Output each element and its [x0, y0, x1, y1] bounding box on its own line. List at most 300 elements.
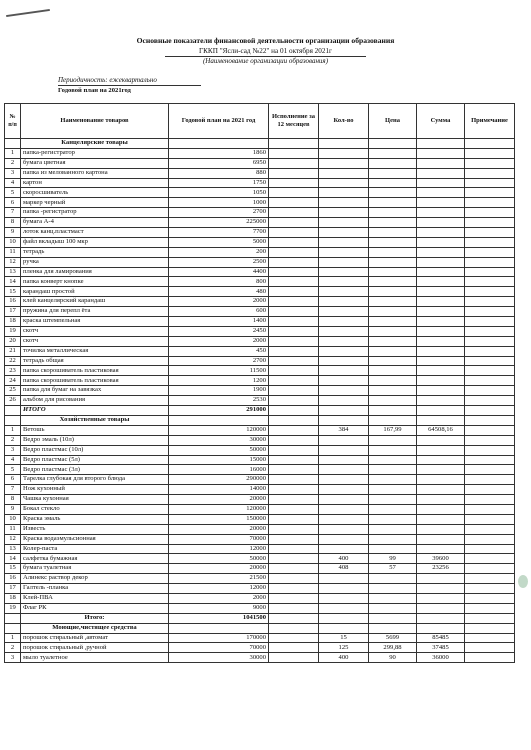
- execution-cell: [269, 366, 319, 376]
- quantity-value: [319, 593, 369, 603]
- note-cell: [465, 198, 515, 208]
- section-row: [5, 415, 515, 425]
- execution-cell: [269, 356, 319, 366]
- price-value: [369, 603, 417, 613]
- table-row: [5, 643, 515, 653]
- item-name: Клей-ПВА: [21, 593, 169, 603]
- annual-plan-caption: Годовой план на 2021год: [58, 87, 131, 94]
- table-row: [5, 277, 515, 287]
- annual-plan-value: 225000: [169, 218, 269, 228]
- item-name: бумага цветная: [21, 158, 169, 168]
- sum-value: [417, 356, 465, 366]
- sum-value: [417, 208, 465, 218]
- sum-value: [417, 366, 465, 376]
- annual-plan-value: 2000: [169, 336, 269, 346]
- quantity-value: [319, 297, 369, 307]
- note-cell: [465, 534, 515, 544]
- table-row: [5, 208, 515, 218]
- row-number: 5: [5, 188, 21, 198]
- item-name: папка-регистратор: [21, 148, 169, 158]
- item-name: Ветошь: [21, 425, 169, 435]
- price-value: [369, 366, 417, 376]
- table-row: [5, 653, 515, 663]
- quantity-value: [319, 218, 369, 228]
- total-plan-value: 291000: [169, 406, 269, 416]
- section-empty-cell: [417, 623, 465, 633]
- row-number: 17: [5, 307, 21, 317]
- price-value: [369, 574, 417, 584]
- section-empty-cell: [269, 415, 319, 425]
- price-value: [369, 544, 417, 554]
- sum-value: [417, 435, 465, 445]
- sum-value: [417, 504, 465, 514]
- table-row: [5, 237, 515, 247]
- table-row: [5, 198, 515, 208]
- execution-cell: [269, 237, 319, 247]
- row-number: 21: [5, 346, 21, 356]
- row-number: 1: [5, 425, 21, 435]
- execution-cell: [269, 633, 319, 643]
- execution-cell: [269, 584, 319, 594]
- quantity-value: [319, 257, 369, 267]
- price-value: [369, 297, 417, 307]
- note-cell: [465, 475, 515, 485]
- section-empty-cell: [465, 623, 515, 633]
- table-row: [5, 574, 515, 584]
- col-header-quantity: Кол-во: [319, 104, 369, 139]
- note-cell: [465, 148, 515, 158]
- row-number: 11: [5, 524, 21, 534]
- annual-plan-value: 2530: [169, 396, 269, 406]
- annual-plan-value: 50000: [169, 554, 269, 564]
- quantity-value: [319, 237, 369, 247]
- note-cell: [465, 237, 515, 247]
- execution-cell: [269, 158, 319, 168]
- item-name: Краска водаэмульсионная: [21, 534, 169, 544]
- row-number: 17: [5, 584, 21, 594]
- annual-plan-value: 880: [169, 168, 269, 178]
- note-cell: [465, 257, 515, 267]
- sum-value: 85485: [417, 633, 465, 643]
- execution-cell: [269, 425, 319, 435]
- execution-cell: [269, 504, 319, 514]
- quantity-value: [319, 287, 369, 297]
- execution-cell: [269, 465, 319, 475]
- item-name: альбом для рисования: [21, 396, 169, 406]
- execution-cell: [269, 653, 319, 663]
- quantity-value: [319, 495, 369, 505]
- section-empty-cell: [169, 139, 269, 149]
- execution-cell: [269, 534, 319, 544]
- table-row: [5, 386, 515, 396]
- sum-value: [417, 544, 465, 554]
- sum-value: [417, 287, 465, 297]
- total-number-cell: [5, 406, 21, 416]
- price-value: [369, 514, 417, 524]
- price-value: [369, 267, 417, 277]
- section-empty-cell: [465, 415, 515, 425]
- execution-cell: [269, 267, 319, 277]
- total-empty-cell: [269, 406, 319, 416]
- execution-cell: [269, 376, 319, 386]
- annual-plan-value: 7700: [169, 228, 269, 238]
- row-number: 8: [5, 495, 21, 505]
- execution-cell: [269, 386, 319, 396]
- sum-value: [417, 376, 465, 386]
- row-number: 3: [5, 445, 21, 455]
- sum-value: [417, 574, 465, 584]
- total-empty-cell: [369, 613, 417, 623]
- row-number: 7: [5, 485, 21, 495]
- total-empty-cell: [465, 613, 515, 623]
- price-value: [369, 247, 417, 257]
- sum-value: [417, 257, 465, 267]
- price-value: [369, 287, 417, 297]
- section-number-cell: [5, 139, 21, 149]
- organization-caption: (Наименование организации образования): [202, 57, 329, 65]
- table-row: [5, 465, 515, 475]
- note-cell: [465, 485, 515, 495]
- item-name: салфетка бумажная: [21, 554, 169, 564]
- row-number: 24: [5, 376, 21, 386]
- annual-plan-value: 5000: [169, 237, 269, 247]
- row-number: 16: [5, 574, 21, 584]
- item-name: клей канцелярский карандаш: [21, 297, 169, 307]
- annual-plan-value: 30000: [169, 653, 269, 663]
- quantity-value: 15: [319, 633, 369, 643]
- table-row: [5, 544, 515, 554]
- sum-value: [417, 455, 465, 465]
- sum-value: [417, 386, 465, 396]
- row-number: 5: [5, 465, 21, 475]
- quantity-value: [319, 208, 369, 218]
- table-row: [5, 188, 515, 198]
- row-number: 11: [5, 247, 21, 257]
- annual-plan-value: 1400: [169, 317, 269, 327]
- item-name: картон: [21, 178, 169, 188]
- table-row: [5, 257, 515, 267]
- sum-value: [417, 228, 465, 238]
- price-value: [369, 257, 417, 267]
- quantity-value: [319, 455, 369, 465]
- price-value: [369, 465, 417, 475]
- quantity-value: [319, 307, 369, 317]
- table-row: [5, 178, 515, 188]
- price-value: [369, 208, 417, 218]
- annual-plan-value: 12000: [169, 544, 269, 554]
- item-name: Алинекс раствор декор: [21, 574, 169, 584]
- item-name: карандаш простой: [21, 287, 169, 297]
- item-name: папка для бумаг на завязках: [21, 386, 169, 396]
- price-value: [369, 346, 417, 356]
- annual-plan-value: 450: [169, 346, 269, 356]
- item-name: Ведро пластмас (10л): [21, 445, 169, 455]
- quantity-value: [319, 514, 369, 524]
- sum-value: [417, 178, 465, 188]
- table-row: [5, 603, 515, 613]
- annual-plan-value: 1900: [169, 386, 269, 396]
- sum-value: [417, 188, 465, 198]
- price-value: 299,88: [369, 643, 417, 653]
- note-cell: [465, 336, 515, 346]
- sum-value: [417, 336, 465, 346]
- table-row: [5, 376, 515, 386]
- execution-cell: [269, 524, 319, 534]
- quantity-value: [319, 465, 369, 475]
- section-empty-cell: [319, 623, 369, 633]
- total-plan-value: 1041500: [169, 613, 269, 623]
- execution-cell: [269, 514, 319, 524]
- section-empty-cell: [169, 415, 269, 425]
- execution-cell: [269, 554, 319, 564]
- note-cell: [465, 455, 515, 465]
- note-cell: [465, 603, 515, 613]
- table-row: [5, 455, 515, 465]
- quantity-value: [319, 445, 369, 455]
- quantity-value: [319, 247, 369, 257]
- note-cell: [465, 643, 515, 653]
- quantity-value: [319, 485, 369, 495]
- section-empty-cell: [369, 415, 417, 425]
- table-row: [5, 514, 515, 524]
- price-value: [369, 188, 417, 198]
- row-number: 15: [5, 287, 21, 297]
- annual-plan-value: 1000: [169, 198, 269, 208]
- sum-value: [417, 495, 465, 505]
- annual-plan-value: 200: [169, 247, 269, 257]
- table-row: [5, 168, 515, 178]
- annual-plan-value: 15000: [169, 455, 269, 465]
- item-name: Колер-паста: [21, 544, 169, 554]
- table-row: [5, 218, 515, 228]
- sum-value: [417, 326, 465, 336]
- row-number: 9: [5, 504, 21, 514]
- sum-value: [417, 485, 465, 495]
- table-row: [5, 524, 515, 534]
- execution-cell: [269, 346, 319, 356]
- note-cell: [465, 386, 515, 396]
- table-row: [5, 475, 515, 485]
- annual-plan-value: 16000: [169, 465, 269, 475]
- table-row: [5, 564, 515, 574]
- annual-plan-value: 2450: [169, 326, 269, 336]
- item-name: пленка для ламирования: [21, 267, 169, 277]
- total-label: ИТОГО: [21, 406, 169, 416]
- table-row: [5, 346, 515, 356]
- note-cell: [465, 158, 515, 168]
- execution-cell: [269, 297, 319, 307]
- item-name: папка -регистратор: [21, 208, 169, 218]
- table-row: [5, 356, 515, 366]
- row-number: 2: [5, 435, 21, 445]
- note-cell: [465, 317, 515, 327]
- item-name: скотч: [21, 326, 169, 336]
- quantity-value: [319, 524, 369, 534]
- row-number: 1: [5, 633, 21, 643]
- price-value: [369, 386, 417, 396]
- quantity-value: [319, 534, 369, 544]
- sum-value: [417, 445, 465, 455]
- sum-value: [417, 158, 465, 168]
- total-label: Итого:: [21, 613, 169, 623]
- execution-cell: [269, 218, 319, 228]
- note-cell: [465, 504, 515, 514]
- execution-cell: [269, 228, 319, 238]
- table-row: [5, 534, 515, 544]
- document-title: Основные показатели финансовой деятельности организации образования: [136, 36, 395, 45]
- quantity-value: 125: [319, 643, 369, 653]
- execution-cell: [269, 485, 319, 495]
- section-empty-cell: [169, 623, 269, 633]
- item-name: Чашка кухонная: [21, 495, 169, 505]
- sum-value: [417, 198, 465, 208]
- execution-cell: [269, 603, 319, 613]
- section-empty-cell: [269, 139, 319, 149]
- note-cell: [465, 554, 515, 564]
- item-name: папка скорошиватель пластиковая: [21, 376, 169, 386]
- table-row: [5, 158, 515, 168]
- note-cell: [465, 267, 515, 277]
- quantity-value: [319, 435, 369, 445]
- price-value: [369, 178, 417, 188]
- item-name: Ведро пластмас (5л): [21, 455, 169, 465]
- annual-plan-value: 1750: [169, 178, 269, 188]
- quantity-value: [319, 317, 369, 327]
- price-value: [369, 336, 417, 346]
- table-row: [5, 485, 515, 495]
- item-name: маркер черный: [21, 198, 169, 208]
- section-empty-cell: [417, 415, 465, 425]
- item-name: бумага туалетная: [21, 564, 169, 574]
- row-number: 13: [5, 267, 21, 277]
- quantity-value: [319, 475, 369, 485]
- row-number: 23: [5, 366, 21, 376]
- execution-cell: [269, 247, 319, 257]
- table-row: [5, 326, 515, 336]
- item-name: папка из мелованного картона: [21, 168, 169, 178]
- execution-cell: [269, 178, 319, 188]
- sum-value: [417, 534, 465, 544]
- execution-cell: [269, 208, 319, 218]
- execution-cell: [269, 455, 319, 465]
- price-value: [369, 158, 417, 168]
- row-number: 3: [5, 653, 21, 663]
- quantity-value: 384: [319, 425, 369, 435]
- sum-value: [417, 603, 465, 613]
- price-value: 57: [369, 564, 417, 574]
- section-empty-cell: [417, 139, 465, 149]
- annual-plan-value: 2000: [169, 297, 269, 307]
- total-row: [5, 613, 515, 623]
- note-cell: [465, 287, 515, 297]
- quantity-value: [319, 396, 369, 406]
- price-value: [369, 326, 417, 336]
- note-cell: [465, 247, 515, 257]
- price-value: [369, 277, 417, 287]
- note-cell: [465, 435, 515, 445]
- price-value: [369, 524, 417, 534]
- annual-plan-value: 2000: [169, 593, 269, 603]
- price-value: [369, 593, 417, 603]
- execution-cell: [269, 287, 319, 297]
- annual-plan-value: 20000: [169, 564, 269, 574]
- price-value: [369, 228, 417, 238]
- row-number: 4: [5, 178, 21, 188]
- sum-value: 37485: [417, 643, 465, 653]
- row-number: 14: [5, 277, 21, 287]
- item-name: ручка: [21, 257, 169, 267]
- price-value: [369, 485, 417, 495]
- organization-line: [0, 47, 531, 57]
- price-value: [369, 376, 417, 386]
- annual-plan-value: 170000: [169, 633, 269, 643]
- item-name: Известь: [21, 524, 169, 534]
- note-cell: [465, 495, 515, 505]
- sum-value: [417, 524, 465, 534]
- quantity-value: [319, 178, 369, 188]
- price-value: 167,99: [369, 425, 417, 435]
- table-row: [5, 435, 515, 445]
- total-empty-cell: [369, 406, 417, 416]
- section-title: Моющие,чистящее средства: [21, 623, 169, 633]
- quantity-value: [319, 504, 369, 514]
- price-value: [369, 455, 417, 465]
- annual-plan-value: 2500: [169, 257, 269, 267]
- table-row: [5, 317, 515, 327]
- note-cell: [465, 584, 515, 594]
- row-number: 6: [5, 475, 21, 485]
- price-value: [369, 435, 417, 445]
- annual-plan-value: 4400: [169, 267, 269, 277]
- col-header-name: Наименование товаров: [21, 104, 169, 139]
- annual-plan-value: 2700: [169, 208, 269, 218]
- execution-cell: [269, 544, 319, 554]
- item-name: точилка металлическая: [21, 346, 169, 356]
- sum-value: [417, 148, 465, 158]
- quantity-value: [319, 267, 369, 277]
- section-empty-cell: [369, 623, 417, 633]
- item-name: Ведро эмаль (10л): [21, 435, 169, 445]
- row-number: 10: [5, 514, 21, 524]
- section-title: Хозяйственные товары: [21, 415, 169, 425]
- note-cell: [465, 307, 515, 317]
- note-cell: [465, 593, 515, 603]
- item-name: Нож кухонный: [21, 485, 169, 495]
- sum-value: [417, 593, 465, 603]
- sum-value: [417, 168, 465, 178]
- table-row: [5, 267, 515, 277]
- total-empty-cell: [319, 613, 369, 623]
- note-cell: [465, 445, 515, 455]
- table-row: [5, 307, 515, 317]
- item-name: файл вкладыш 100 мкр: [21, 237, 169, 247]
- execution-cell: [269, 326, 319, 336]
- execution-cell: [269, 593, 319, 603]
- price-value: [369, 198, 417, 208]
- annual-plan-value: 20000: [169, 524, 269, 534]
- item-name: Ведро пластмас (3л): [21, 465, 169, 475]
- sum-value: [417, 307, 465, 317]
- note-cell: [465, 178, 515, 188]
- item-name: мыло туалетное: [21, 653, 169, 663]
- table-row: [5, 425, 515, 435]
- row-number: 7: [5, 208, 21, 218]
- table-header-row: [5, 104, 515, 139]
- note-cell: [465, 228, 515, 238]
- table-row: [5, 247, 515, 257]
- annual-plan-value: 800: [169, 277, 269, 287]
- item-name: Флаг РК: [21, 603, 169, 613]
